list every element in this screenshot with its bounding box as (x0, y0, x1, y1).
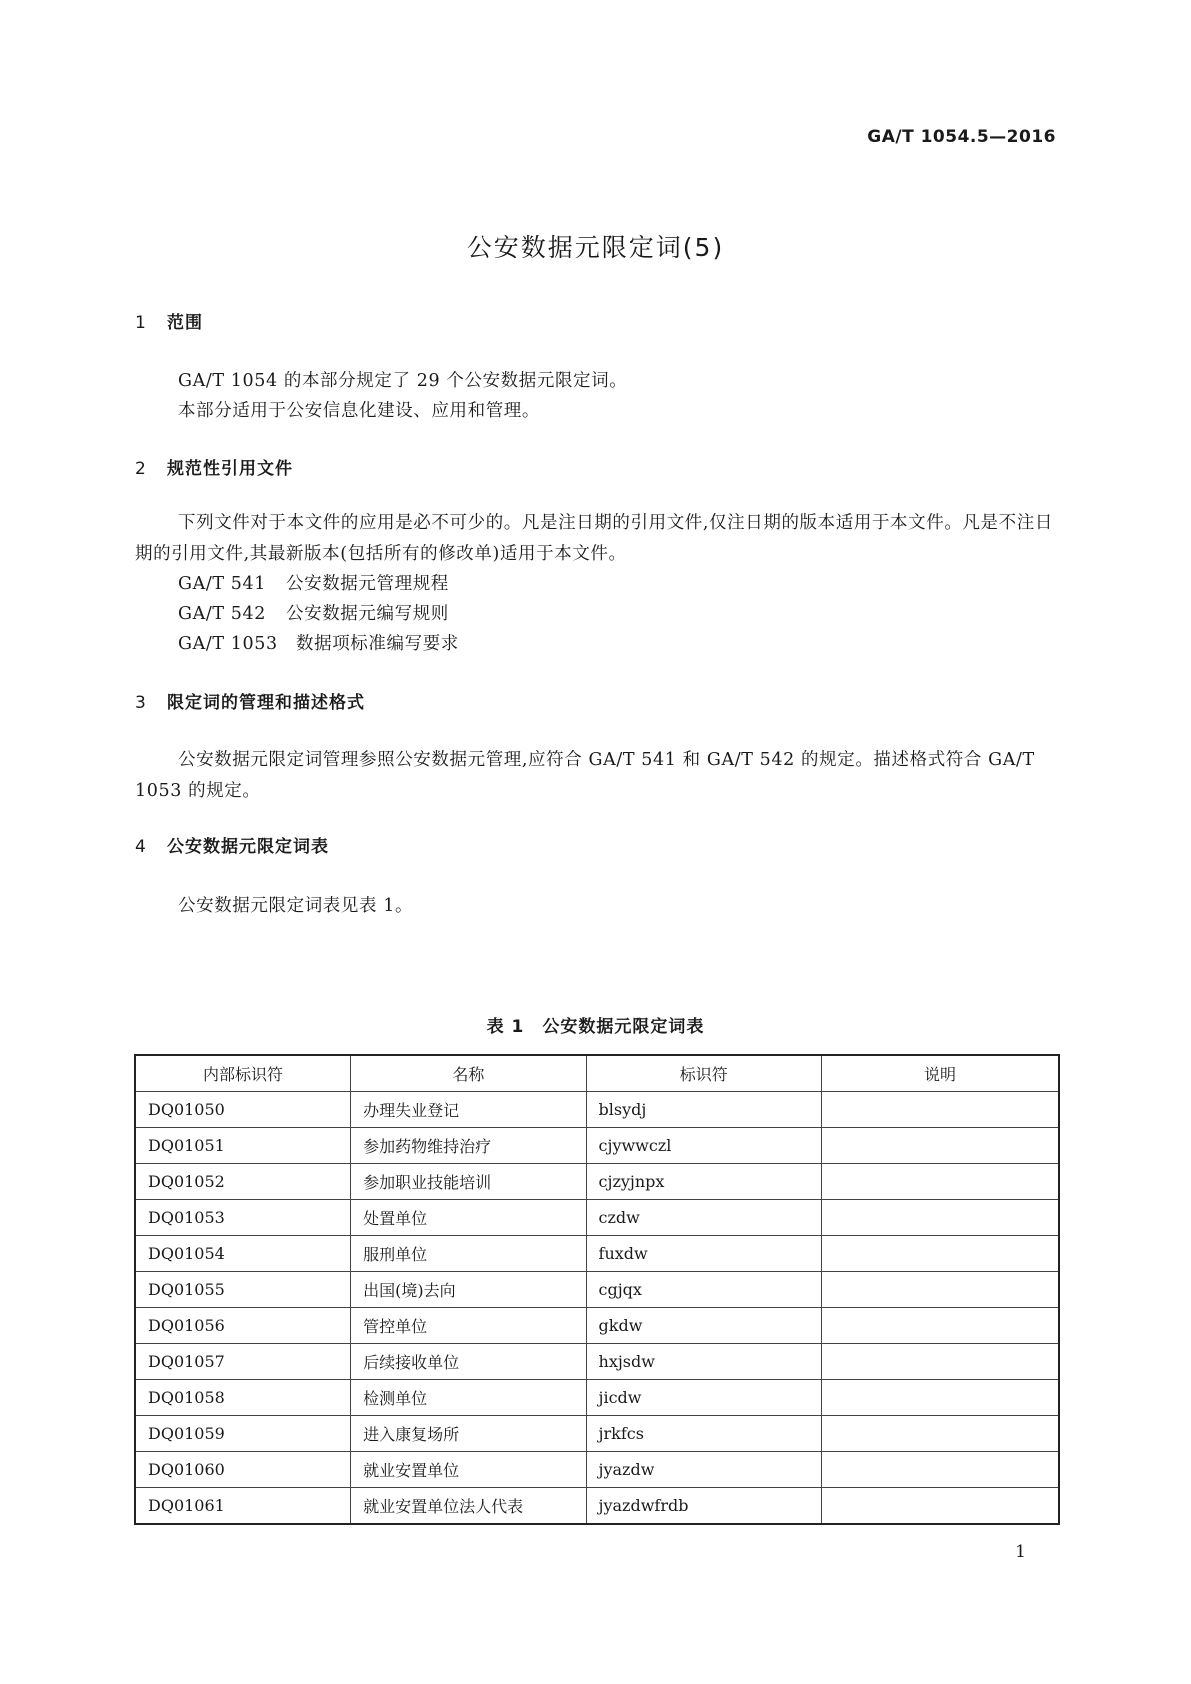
standard-code: GA/T 1054.5—2016 (867, 127, 1056, 147)
section-number: 1 (135, 313, 147, 333)
cell-name: 检测单位 (351, 1380, 586, 1416)
reference-code: GA/T 1053 (178, 634, 278, 654)
section-1-para-2: 本部分适用于公安信息化建设、应用和管理。 (178, 401, 540, 421)
cell-internal-id: DQ01050 (135, 1092, 351, 1128)
section-number: 4 (135, 837, 147, 857)
table-caption: 表 1 公安数据元限定词表 (486, 1017, 705, 1037)
cell-internal-id: DQ01059 (135, 1416, 351, 1452)
cell-identifier: cjzyjnpx (586, 1164, 822, 1200)
table-row (135, 1092, 1059, 1128)
table-row (135, 1200, 1059, 1236)
cell-identifier: gkdw (586, 1308, 822, 1344)
cell-name: 后续接收单位 (351, 1344, 586, 1380)
table-row (135, 1488, 1059, 1525)
qualifier-table (134, 1054, 1060, 1525)
table-row (135, 1236, 1059, 1272)
column-header: 名称 (351, 1055, 586, 1092)
cell-note (822, 1416, 1059, 1452)
column-header: 标识符 (586, 1055, 822, 1092)
cell-name: 参加职业技能培训 (351, 1164, 586, 1200)
reference-title: 公安数据元管理规程 (286, 574, 449, 594)
cell-note (822, 1200, 1059, 1236)
section-3-heading (135, 688, 365, 713)
cell-note (822, 1164, 1059, 1200)
reference-item (178, 630, 459, 655)
cell-note (822, 1488, 1059, 1525)
cell-internal-id: DQ01060 (135, 1452, 351, 1488)
reference-title: 数据项标准编写要求 (296, 634, 459, 654)
page-number: 1 (1015, 1542, 1026, 1562)
section-3-para-1: 公安数据元限定词管理参照公安数据元管理,应符合 GA/T 541 和 GA/T 542 的规定。描述格式符合 GA/T 1053 的规定。 (135, 750, 1035, 801)
cell-name: 处置单位 (351, 1200, 586, 1236)
cell-internal-id: DQ01056 (135, 1308, 351, 1344)
cell-note (822, 1380, 1059, 1416)
table-row (135, 1452, 1059, 1488)
table-row (135, 1380, 1059, 1416)
table-row (135, 1128, 1059, 1164)
cell-name: 就业安置单位 (351, 1452, 586, 1488)
cell-identifier: jicdw (586, 1380, 822, 1416)
cell-internal-id: DQ01051 (135, 1128, 351, 1164)
cell-internal-id: DQ01053 (135, 1200, 351, 1236)
section-title: 规范性引用文件 (167, 459, 293, 479)
cell-identifier: fuxdw (586, 1236, 822, 1272)
cell-note (822, 1308, 1059, 1344)
table-row (135, 1416, 1059, 1452)
cell-identifier: blsydj (586, 1092, 822, 1128)
section-4-heading (135, 832, 329, 857)
section-1-heading (135, 308, 203, 333)
table-header-row (135, 1055, 1059, 1092)
cell-note (822, 1344, 1059, 1380)
section-title: 限定词的管理和描述格式 (167, 693, 365, 713)
reference-code: GA/T 541 (178, 574, 266, 594)
cell-identifier: jrkfcs (586, 1416, 822, 1452)
cell-name: 出国(境)去向 (351, 1272, 586, 1308)
table-row (135, 1164, 1059, 1200)
table-row (135, 1308, 1059, 1344)
cell-internal-id: DQ01057 (135, 1344, 351, 1380)
cell-internal-id: DQ01058 (135, 1380, 351, 1416)
cell-identifier: czdw (586, 1200, 822, 1236)
cell-identifier: jyazdwfrdb (586, 1488, 822, 1525)
cell-note (822, 1128, 1059, 1164)
section-title: 公安数据元限定词表 (167, 837, 329, 857)
cell-note (822, 1452, 1059, 1488)
reference-item (178, 600, 449, 625)
cell-identifier: jyazdw (586, 1452, 822, 1488)
section-2-para-1: 下列文件对于本文件的应用是必不可少的。凡是注日期的引用文件,仅注日期的版本适用于本文件。凡是不注日期的引用文件,其最新版本(包括所有的修改单)适用于本文件。 (135, 513, 1053, 564)
column-header: 说明 (822, 1055, 1059, 1092)
reference-item (178, 570, 449, 595)
cell-name: 进入康复场所 (351, 1416, 586, 1452)
cell-note (822, 1236, 1059, 1272)
cell-name: 办理失业登记 (351, 1092, 586, 1128)
cell-internal-id: DQ01061 (135, 1488, 351, 1525)
cell-internal-id: DQ01052 (135, 1164, 351, 1200)
reference-title: 公安数据元编写规则 (286, 604, 449, 624)
cell-identifier: hxjsdw (586, 1344, 822, 1380)
cell-note (822, 1092, 1059, 1128)
table-row (135, 1272, 1059, 1308)
column-header: 内部标识符 (135, 1055, 351, 1092)
section-4-para-1: 公安数据元限定词表见表 1。 (178, 896, 414, 916)
reference-code: GA/T 542 (178, 604, 266, 624)
document-title: 公安数据元限定词(5) (466, 233, 725, 262)
section-number: 2 (135, 459, 147, 479)
section-1-para-1: GA/T 1054 的本部分规定了 29 个公安数据元限定词。 (178, 371, 628, 391)
cell-internal-id: DQ01054 (135, 1236, 351, 1272)
cell-name: 参加药物维持治疗 (351, 1128, 586, 1164)
cell-name: 管控单位 (351, 1308, 586, 1344)
cell-note (822, 1272, 1059, 1308)
cell-identifier: cgjqx (586, 1272, 822, 1308)
cell-internal-id: DQ01055 (135, 1272, 351, 1308)
section-2-heading (135, 454, 293, 479)
cell-name: 就业安置单位法人代表 (351, 1488, 586, 1525)
cell-identifier: cjywwczl (586, 1128, 822, 1164)
cell-name: 服刑单位 (351, 1236, 586, 1272)
section-number: 3 (135, 693, 147, 713)
section-title: 范围 (167, 313, 203, 333)
table-row (135, 1344, 1059, 1380)
